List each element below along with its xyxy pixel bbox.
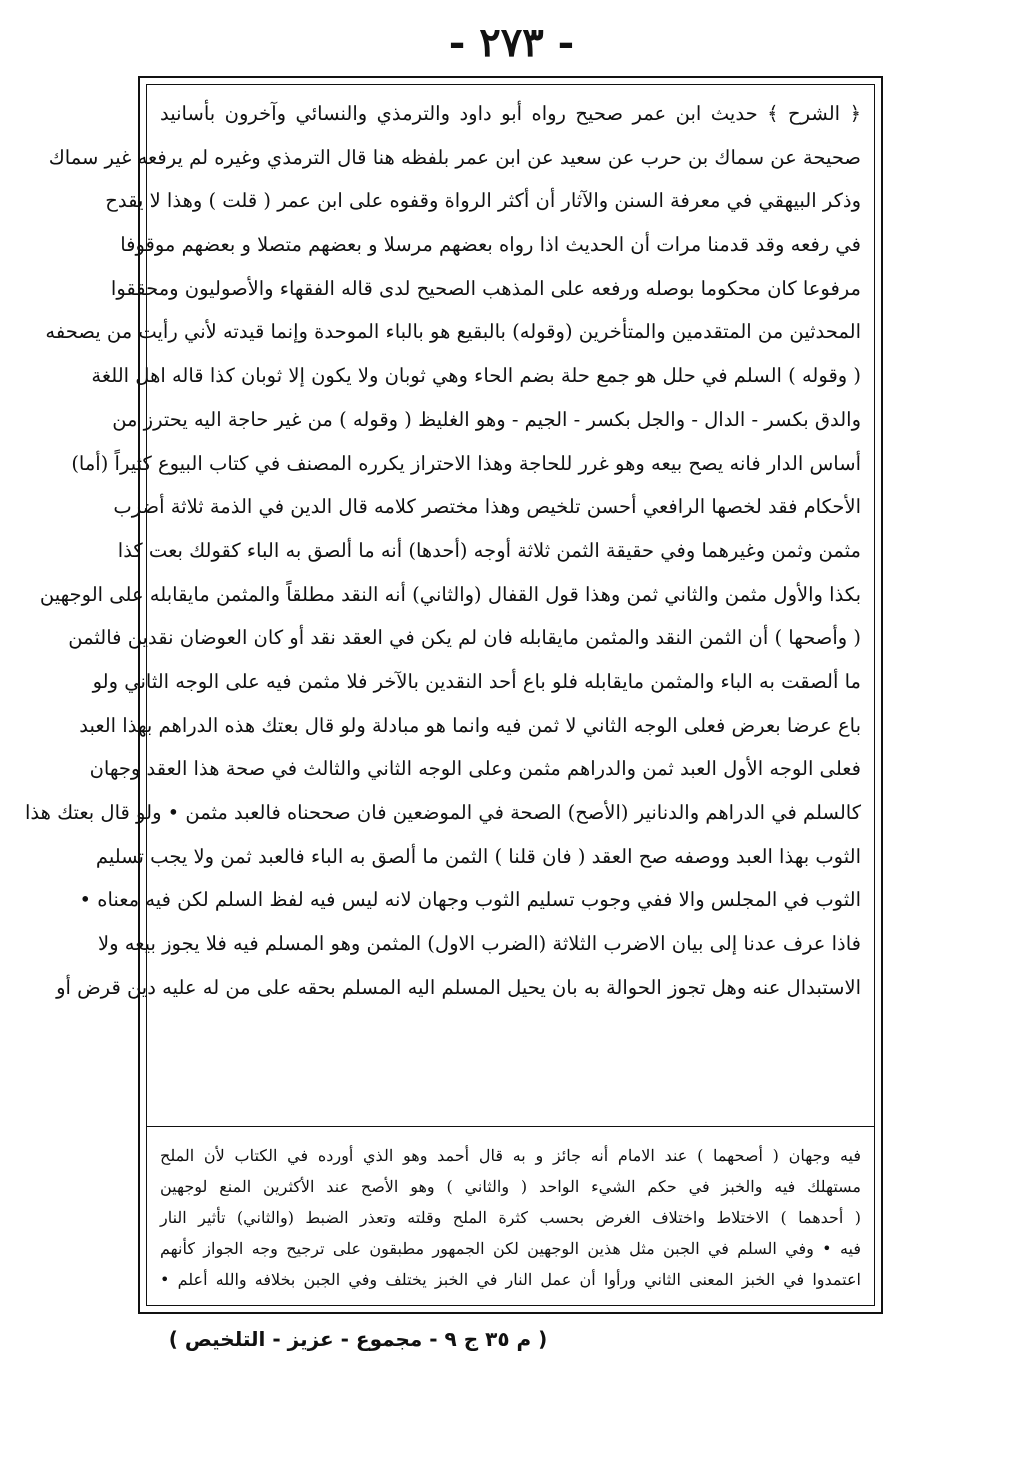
main-text-line: ﴿ الشرح ﴾ حديث ابن عمر صحيح رواه أبو داود والترمذي والنسائي وآخرون بأسانيد: [160, 102, 861, 125]
footnote-line: اعتمدوا في الخبز المعنى الثاني ورأوا أن عمل النار في الخبز يختلف وفي الجبن بخلافه والله أعلم •: [160, 1270, 861, 1289]
main-text-line: ما ألصقت به الباء والمثمن مايقابله فلو باع أحد النقدين بالآخر فلا مثمن فيه على الوجه الثاني ولو: [92, 669, 861, 693]
main-text-line: فعلى الوجه الأول العبد ثمن والدراهم مثمن وعلى الوجه الثاني والثالث في صحة هذا العقد وجهان: [89, 757, 861, 781]
main-text-line: أساس الدار فانه يصح بيعه وهو غرر للحاجة وهذا الاحتراز يكرره المصنف في كتاب البيوع كثيراً (أما): [71, 451, 861, 475]
main-text: [24, 92, 861, 1009]
footnote-line: مستهلك فيه والخبز في حكم الشيء الواحد ( والثاني ) وهو الأصح عند الأكثرين المنع لوجهين: [160, 1177, 861, 1196]
main-text-line: باع عرضا بعرض فعلى الوجه الثاني لا ثمن فيه وانما هو مبادلة ولو قال بعتك هذه الدراهم بهذا العبد: [79, 713, 861, 737]
main-text-line: الاستبدال عنه وهل تجوز الحوالة به بان يحيل المسلم اليه المسلم بحقه على من له عليه دين قرض أو: [56, 975, 861, 999]
page-frame: [24, 76, 883, 1314]
main-text-line: الثوب في المجلس والا ففي وجوب تسليم الثوب وجهان لانه ليس فيه لفظ السلم لكن فيه معناه •: [79, 888, 861, 912]
main-text-line: صحيحة عن سماك بن حرب عن سعيد عن ابن عمر بلفظه هنا قال الترمذي وغيره لم يرفعه غير سماك: [48, 145, 861, 169]
footnote-line: فيه وجهان ( أصحهما ) عند الامام أنه جائز و به قال أحمد وهو الذي أورده في الكتاب لأن الملح: [160, 1146, 861, 1165]
main-text-line: كالسلم في الدراهم والدنانير (الأصح) الصحة في الموضعين فان صححناه فالعبد مثمن • ولو قال بعتك هذا: [24, 801, 861, 824]
main-text-line: والدق بكسر - الدال - والجل بكسر - الجيم - وهو الغليظ ( وقوله ) من غير حاجة اليه يحترز من: [112, 407, 861, 431]
main-text-line: ( وقوله ) السلم في حلل هو جمع حلة بضم الحاء وهي ثوبان ولا يكون إلا ثوبان كذا قاله اهل اللغة: [91, 364, 861, 388]
main-text-line: المحدثين من المتقدمين والمتأخرين (وقوله) بالبقيع هو بالباء الموحدة وإنما قيدته لأني رأيت من يصحفه: [45, 320, 861, 344]
footnote-line: فيه • وفي السلم في الجبن مثل هذين الوجهين لكن الجمهور مطبقون على ترجيح وجه الجواز كأنهم: [160, 1239, 861, 1258]
main-text-line: بكذا والأول مثمن والثاني ثمن وهذا قول القفال (والثاني) أنه النقد مطلقاً والمثمن مايقابله على الوجهين: [39, 582, 861, 606]
main-text-line: فاذا عرف عدنا إلى بيان الاضرب الثلاثة (الضرب الاول) المثمن وهو المسلم فيه فلا يجوز بيعه ولا: [98, 932, 861, 956]
main-text-line: مثمن وثمن وغيرهما وفي حقيقة الثمن ثلاثة أوجه (أحدها) أنه ما ألصق به الباء كقولك بعت كذا: [117, 538, 861, 562]
footnote-line: ( أحدهما ) الاختلاط واختلاف الغرض بحسب كثرة الملح وقلته وتعذر الضبط (والثاني) تأثير النار: [160, 1208, 861, 1227]
main-text-line: الثوب بهذا العبد ووصفه صح العقد ( فان قلنا ) الثمن ما ألصق به الباء فالعبد ثمن ولا يجب تسليم: [95, 844, 861, 868]
main-text-line: في رفعه وقد قدمنا مرات أن الحديث اذا رواه بعضهم مرسلا و بعضهم متصلا و بعضهم موقوفا: [120, 233, 861, 257]
footnote-divider: [146, 1126, 875, 1127]
footnote: [160, 1140, 861, 1295]
page-number: - ٢٧٣ -: [448, 19, 575, 66]
main-text-line: مرفوعا كان محكوما بوصله ورفعه على المذهب الصحيح لدى قاله الفقهاء والأصوليون ومحققوا: [110, 276, 861, 300]
volume-reference: ( م ٣٥ ج ٩ - مجموع - عزيز - التلخيص ): [168, 1327, 548, 1351]
main-text-line: وذكر البيهقي في معرفة السنن والآثار أن أكثر الرواة وقفوه على ابن عمر ( قلت ) وهذا لا يقدح: [105, 189, 861, 213]
main-text-line: ( وأصحها ) أن الثمن النقد والمثمن مايقابله فان لم يكن في العقد نقد أو كان العوضان نقدين فالثمن: [68, 626, 861, 650]
main-text-line: الأحكام فقد لخصها الرافعي أحسن تلخيص وهذا مختصر كلامه قال الدين في الذمة ثلاثة أضرب: [113, 495, 861, 519]
